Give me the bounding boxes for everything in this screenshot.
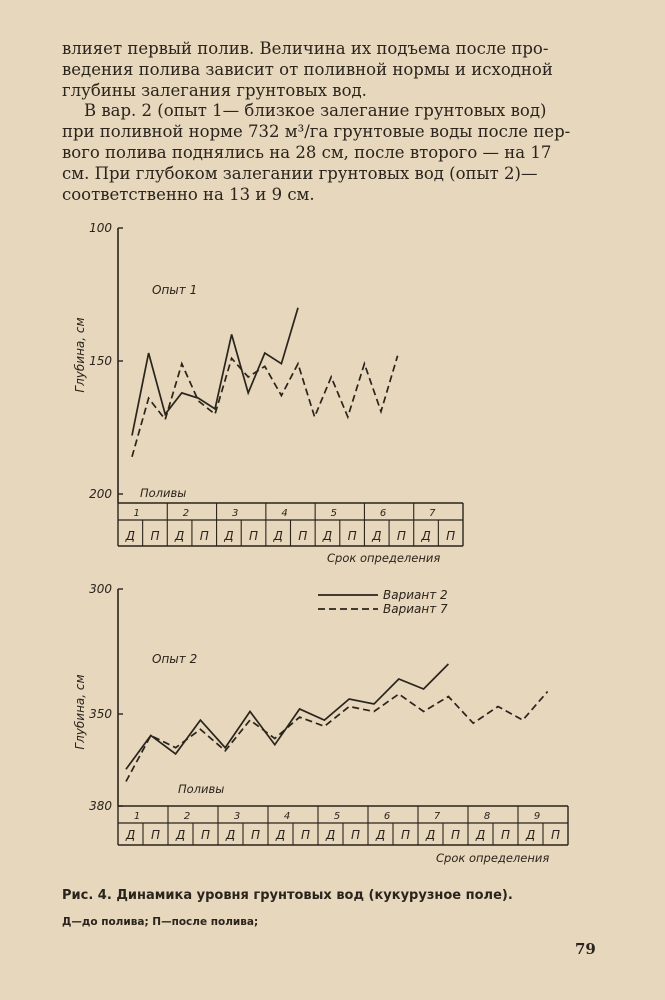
chart2-poliv-number: 9: [533, 811, 541, 822]
text-line: глубины залегания грунтовых вод.: [62, 81, 367, 100]
chart1-y-tick-label: 150: [89, 354, 112, 368]
chart2-x-tick-label: Д: [275, 828, 286, 842]
chart2-y-axis-label: Глубина, см: [73, 674, 87, 750]
chart2-x-tick-label: П: [450, 828, 461, 842]
chart1-x-tick-label: П: [298, 529, 308, 543]
figure-note: Д—до полива; П—после полива;: [62, 916, 259, 928]
chart2-poliv-number: 8: [483, 811, 491, 822]
chart2-legend-label: Вариант 7: [383, 602, 448, 616]
chart1-poliv-number: 7: [429, 508, 436, 519]
chart2-x-tick-label: Д: [175, 828, 186, 842]
chart2-x-tick-label: П: [200, 828, 211, 842]
chart1-y-tick-label: 200: [89, 487, 112, 501]
chart2-x-tick-label: П: [250, 828, 261, 842]
page-number: 79: [575, 940, 596, 958]
chart1-poliv-number: 3: [232, 508, 239, 519]
chart1-poliv-number: 2: [182, 508, 190, 519]
text-line: ведения полива зависит от поливной нормы и исходной: [62, 60, 553, 79]
chart2-x-tick-label: П: [300, 828, 311, 842]
chart1-title: Опыт 1: [152, 283, 198, 297]
chart2-poliv-number: 3: [233, 811, 241, 822]
chart1-x-axis-label: Срок определения: [327, 551, 441, 565]
chart2-title: Опыт 2: [152, 652, 198, 666]
chart2-x-tick-label: Д: [125, 828, 136, 842]
chart2-series-v2-line: [126, 664, 448, 769]
chart1-x-tick-label: П: [446, 529, 456, 543]
chart2-poliv-number: 6: [383, 811, 391, 822]
chart1-x-tick-label: П: [347, 529, 357, 543]
text-line: соответственно на 13 и 9 см.: [62, 185, 315, 204]
chart2-legend-label: Вариант 2: [383, 588, 448, 602]
chart2-x-tick-label: Д: [375, 828, 386, 842]
chart2-x-tick-label: П: [350, 828, 361, 842]
chart1-x-tick-label: Д: [125, 529, 136, 543]
chart1-x-tick-label: П: [199, 529, 209, 543]
chart1-y-axis-label: Глубина, см: [73, 317, 87, 393]
chart1-y-tick-label: 100: [89, 221, 112, 235]
chart2-x-tick-label: П: [550, 828, 561, 842]
chart2-x-tick-label: Д: [225, 828, 236, 842]
chart2-x-tick-label: Д: [425, 828, 436, 842]
chart2-y-tick-label: 380: [89, 799, 112, 813]
chart1-x-tick-label: Д: [273, 529, 283, 543]
chart1-x-tick-label: Д: [421, 529, 431, 543]
chart1-poliv-number: 6: [379, 508, 387, 519]
chart2-poliv-number: 4: [283, 811, 291, 822]
chart1-series-v2-line: [132, 308, 298, 436]
chart1-poliv-number: 1: [133, 508, 140, 519]
figure-caption: Рис. 4. Динамика уровня грунтовых вод (кукурузное поле).: [62, 888, 513, 903]
chart1-poliv-number: 5: [330, 508, 337, 519]
chart2-poliv-number: 5: [333, 811, 341, 822]
chart2-x-tick-label: Д: [475, 828, 486, 842]
chart1-x-tick-label: Д: [174, 529, 185, 543]
chart2-x-tick-label: Д: [525, 828, 536, 842]
text-line: влияет первый полив. Величина их подъема после про-: [62, 39, 549, 58]
chart2-y-tick-label: 300: [89, 582, 112, 596]
text-line: В вар. 2 (опыт 1— близкое залегание грунтовых вод): [84, 101, 547, 120]
chart1-x-tick-label: Д: [372, 529, 382, 543]
chart1-row-label: Поливы: [140, 486, 187, 500]
chart2-poliv-number: 2: [183, 811, 191, 822]
chart1-x-tick-label: Д: [322, 529, 333, 543]
chart2-x-axis-label: Срок определения: [436, 851, 550, 865]
text-line: см. При глубоком залегании грунтовых вод (опыт 2)—: [62, 164, 538, 183]
chart2-row-label: Поливы: [178, 782, 225, 796]
chart1-x-tick-label: П: [150, 529, 160, 543]
chart2-x-tick-label: П: [400, 828, 411, 842]
text-line: вого полива поднялись на 28 см, после второго — на 17: [62, 143, 552, 162]
chart1-poliv-number: 4: [281, 508, 288, 519]
chart2-poliv-number: 1: [133, 811, 141, 822]
chart2-x-tick-label: Д: [325, 828, 336, 842]
chart1-x-tick-label: Д: [224, 529, 234, 543]
chart1-x-tick-label: П: [396, 529, 406, 543]
chart2-x-tick-label: П: [150, 828, 161, 842]
text-line: при поливной норме 732 м³/га грунтовые воды после пер-: [62, 122, 571, 141]
chart2-x-tick-label: П: [500, 828, 511, 842]
chart2-y-tick-label: 350: [89, 707, 112, 721]
chart1-x-tick-label: П: [249, 529, 259, 543]
chart2-poliv-number: 7: [433, 811, 441, 822]
